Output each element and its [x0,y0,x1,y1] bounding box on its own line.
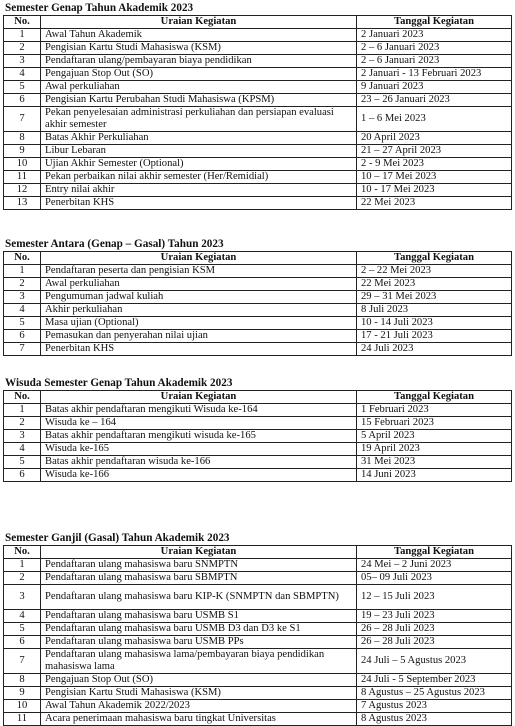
row-number: 4 [4,68,41,81]
table-row [4,404,512,417]
section-title: Wisuda Semester Genap Tahun Akademik 2023 [5,377,233,389]
row-tanggal: 14 Juni 2023 [357,469,512,482]
row-uraian: Batas akhir pendaftaran mengikuti Wisuda ke-164 [41,404,357,417]
table-row [4,132,512,145]
header-uraian: Uraian Kegiatan [41,546,357,559]
table-row [4,278,512,291]
row-uraian: Pengisian Kartu Perubahan Studi Mahasiswa (KPSM) [41,94,357,107]
row-uraian: Pengajuan Stop Out (SO) [41,674,357,687]
table-row [4,171,512,184]
row-uraian: Awal perkuliahan [41,278,357,291]
schedule-table [3,251,512,356]
table-row [4,456,512,469]
row-number: 11 [4,713,41,726]
table-row [4,700,512,713]
row-tanggal: 24 Juli 2023 [357,343,512,356]
row-number: 8 [4,674,41,687]
table-row [4,469,512,482]
row-number: 8 [4,132,41,145]
table-row [4,94,512,107]
row-number: 5 [4,623,41,636]
row-number: 3 [4,430,41,443]
schedule-table [3,545,512,726]
row-number: 3 [4,291,41,304]
row-number: 12 [4,184,41,197]
row-number: 2 [4,572,41,585]
row-tanggal: 8 Agustus – 25 Agustus 2023 [357,687,512,700]
row-uraian: Pendaftaran ulang mahasiswa baru USMB PPs [41,636,357,649]
row-number: 6 [4,636,41,649]
row-uraian: Pendaftaran ulang/pembayaran biaya pendidikan [41,55,357,68]
row-uraian: Awal Tahun Akademik [41,29,357,42]
row-number: 1 [4,404,41,417]
table-row [4,68,512,81]
table-row [4,585,512,610]
table-row [4,317,512,330]
row-tanggal: 10 - 17 Mei 2023 [357,184,512,197]
row-uraian: Entry nilai akhir [41,184,357,197]
row-number: 1 [4,265,41,278]
row-tanggal: 2 - 9 Mei 2023 [357,158,512,171]
row-number: 7 [4,343,41,356]
row-tanggal: 2 – 6 Januari 2023 [357,42,512,55]
row-tanggal: 26 – 28 Juli 2023 [357,636,512,649]
row-uraian: Penerbitan KHS [41,197,357,210]
row-number: 1 [4,29,41,42]
row-number: 5 [4,317,41,330]
row-number: 4 [4,610,41,623]
row-tanggal: 22 Mei 2023 [357,278,512,291]
row-tanggal: 2 Januari - 13 Februari 2023 [357,68,512,81]
row-uraian: Awal Tahun Akademik 2022/2023 [41,700,357,713]
row-uraian: Pendaftaran ulang mahasiswa lama/pembayaran biaya pendidikan mahasiswa lama [41,649,357,674]
row-uraian: Pekan penyelesaian administrasi perkuliahan dan persiapan evaluasi akhir semester [41,107,357,132]
row-tanggal: 22 Mei 2023 [357,197,512,210]
row-tanggal: 24 Mei – 2 Juni 2023 [357,559,512,572]
row-uraian: Batas akhir pendaftaran wisuda ke-166 [41,456,357,469]
semester-ganjil-section [3,531,511,726]
row-tanggal: 31 Mei 2023 [357,456,512,469]
row-uraian: Wisuda ke-165 [41,443,357,456]
section-title: Semester Genap Tahun Akademik 2023 [5,2,194,14]
table-header-row [4,252,512,265]
schedule-table [3,390,512,482]
header-no: No. [4,16,41,29]
table-row [4,330,512,343]
row-uraian: Pengajuan Stop Out (SO) [41,68,357,81]
row-number: 2 [4,417,41,430]
table-row [4,81,512,94]
table-row [4,343,512,356]
schedule-table [3,15,512,210]
table-row [4,29,512,42]
table-row [4,291,512,304]
table-row [4,559,512,572]
row-tanggal: 10 – 17 Mei 2023 [357,171,512,184]
row-tanggal: 24 Juli - 5 September 2023 [357,674,512,687]
row-number: 2 [4,42,41,55]
row-uraian: Pendaftaran ulang mahasiswa baru SBMPTN [41,572,357,585]
row-number: 9 [4,687,41,700]
row-number: 4 [4,443,41,456]
row-tanggal: 17 - 21 Juli 2023 [357,330,512,343]
row-number: 2 [4,278,41,291]
row-uraian: Wisuda ke – 164 [41,417,357,430]
row-tanggal: 19 April 2023 [357,443,512,456]
row-number: 6 [4,330,41,343]
table-row [4,687,512,700]
row-uraian: Pendaftaran peserta dan pengisian KSM [41,265,357,278]
header-uraian: Uraian Kegiatan [41,252,357,265]
row-uraian: Ujian Akhir Semester (Optional) [41,158,357,171]
row-tanggal: 21 – 27 April 2023 [357,145,512,158]
row-number: 5 [4,81,41,94]
row-uraian: Pendaftaran ulang mahasiswa baru USMB D3 dan D3 ke S1 [41,623,357,636]
row-uraian: Pemasukan dan penyerahan nilai ujian [41,330,357,343]
table-row [4,265,512,278]
semester-antara-section [3,237,511,356]
row-tanggal: 2 Januari 2023 [357,29,512,42]
section-title: Semester Ganjil (Gasal) Tahun Akademik 2023 [5,532,230,544]
row-tanggal: 8 Juli 2023 [357,304,512,317]
header-no: No. [4,252,41,265]
table-row [4,184,512,197]
row-tanggal: 15 Februari 2023 [357,417,512,430]
row-tanggal: 05– 09 Juli 2023 [357,572,512,585]
table-row [4,55,512,68]
table-row [4,107,512,132]
row-uraian: Akhir perkuliahan [41,304,357,317]
row-tanggal: 20 April 2023 [357,132,512,145]
row-uraian: Masa ujian (Optional) [41,317,357,330]
row-uraian: Pengisian Kartu Studi Mahasiswa (KSM) [41,42,357,55]
table-row [4,443,512,456]
row-number: 13 [4,197,41,210]
row-tanggal: 29 – 31 Mei 2023 [357,291,512,304]
table-row [4,430,512,443]
table-row [4,197,512,210]
table-header-row [4,546,512,559]
row-number: 3 [4,55,41,68]
table-row [4,417,512,430]
row-tanggal: 9 Januari 2023 [357,81,512,94]
table-row [4,610,512,623]
row-uraian: Pengisian Kartu Studi Mahasiswa (KSM) [41,687,357,700]
row-uraian: Awal perkuliahan [41,81,357,94]
table-header-row [4,16,512,29]
table-row [4,623,512,636]
row-number: 5 [4,456,41,469]
wisuda-genap-section [3,376,511,482]
row-tanggal: 2 – 22 Mei 2023 [357,265,512,278]
table-header-row [4,391,512,404]
table-row [4,649,512,674]
row-tanggal: 8 Agustus 2023 [357,713,512,726]
header-tanggal: Tanggal Kegiatan [357,391,512,404]
table-row [4,572,512,585]
table-row [4,42,512,55]
row-uraian: Penerbitan KHS [41,343,357,356]
row-uraian: Pendaftaran ulang mahasiswa baru KIP-K (SNMPTN dan SBMPTN) [41,585,357,610]
row-tanggal: 23 – 26 Januari 2023 [357,94,512,107]
row-tanggal: 1 Februari 2023 [357,404,512,417]
table-row [4,158,512,171]
row-number: 9 [4,145,41,158]
row-number: 7 [4,649,41,674]
row-tanggal: 24 Juli – 5 Agustus 2023 [357,649,512,674]
row-uraian: Wisuda ke-166 [41,469,357,482]
header-uraian: Uraian Kegiatan [41,391,357,404]
row-tanggal: 1 – 6 Mei 2023 [357,107,512,132]
row-tanggal: 12 – 15 Juli 2023 [357,585,512,610]
row-number: 3 [4,585,41,610]
row-uraian: Batas Akhir Perkuliahan [41,132,357,145]
row-number: 10 [4,700,41,713]
row-tanggal: 2 – 6 Januari 2023 [357,55,512,68]
table-row [4,713,512,726]
row-number: 7 [4,107,41,132]
row-number: 6 [4,469,41,482]
row-uraian: Pekan perbaikan nilai akhir semester (Her/Remidial) [41,171,357,184]
row-tanggal: 10 - 14 Juli 2023 [357,317,512,330]
header-tanggal: Tanggal Kegiatan [357,16,512,29]
row-tanggal: 19 – 23 Juli 2023 [357,610,512,623]
table-row [4,304,512,317]
header-tanggal: Tanggal Kegiatan [357,546,512,559]
header-no: No. [4,546,41,559]
table-row [4,636,512,649]
table-row [4,674,512,687]
row-uraian: Pendaftaran ulang mahasiswa baru USMB S1 [41,610,357,623]
row-uraian: Pengumuman jadwal kuliah [41,291,357,304]
row-number: 10 [4,158,41,171]
header-tanggal: Tanggal Kegiatan [357,252,512,265]
row-tanggal: 26 – 28 Juli 2023 [357,623,512,636]
row-uraian: Libur Lebaran [41,145,357,158]
row-number: 11 [4,171,41,184]
header-no: No. [4,391,41,404]
section-title: Semester Antara (Genap – Gasal) Tahun 2023 [5,238,224,250]
table-row [4,145,512,158]
row-number: 6 [4,94,41,107]
row-uraian: Pendaftaran ulang mahasiswa baru SNMPTN [41,559,357,572]
row-uraian: Batas akhir pendaftaran mengikuti wisuda ke-165 [41,430,357,443]
row-number: 1 [4,559,41,572]
row-number: 4 [4,304,41,317]
row-uraian: Acara penerimaan mahasiswa baru tingkat Universitas [41,713,357,726]
semester-genap-section [3,1,511,210]
row-tanggal: 5 April 2023 [357,430,512,443]
header-uraian: Uraian Kegiatan [41,16,357,29]
row-tanggal: 7 Agustus 2023 [357,700,512,713]
